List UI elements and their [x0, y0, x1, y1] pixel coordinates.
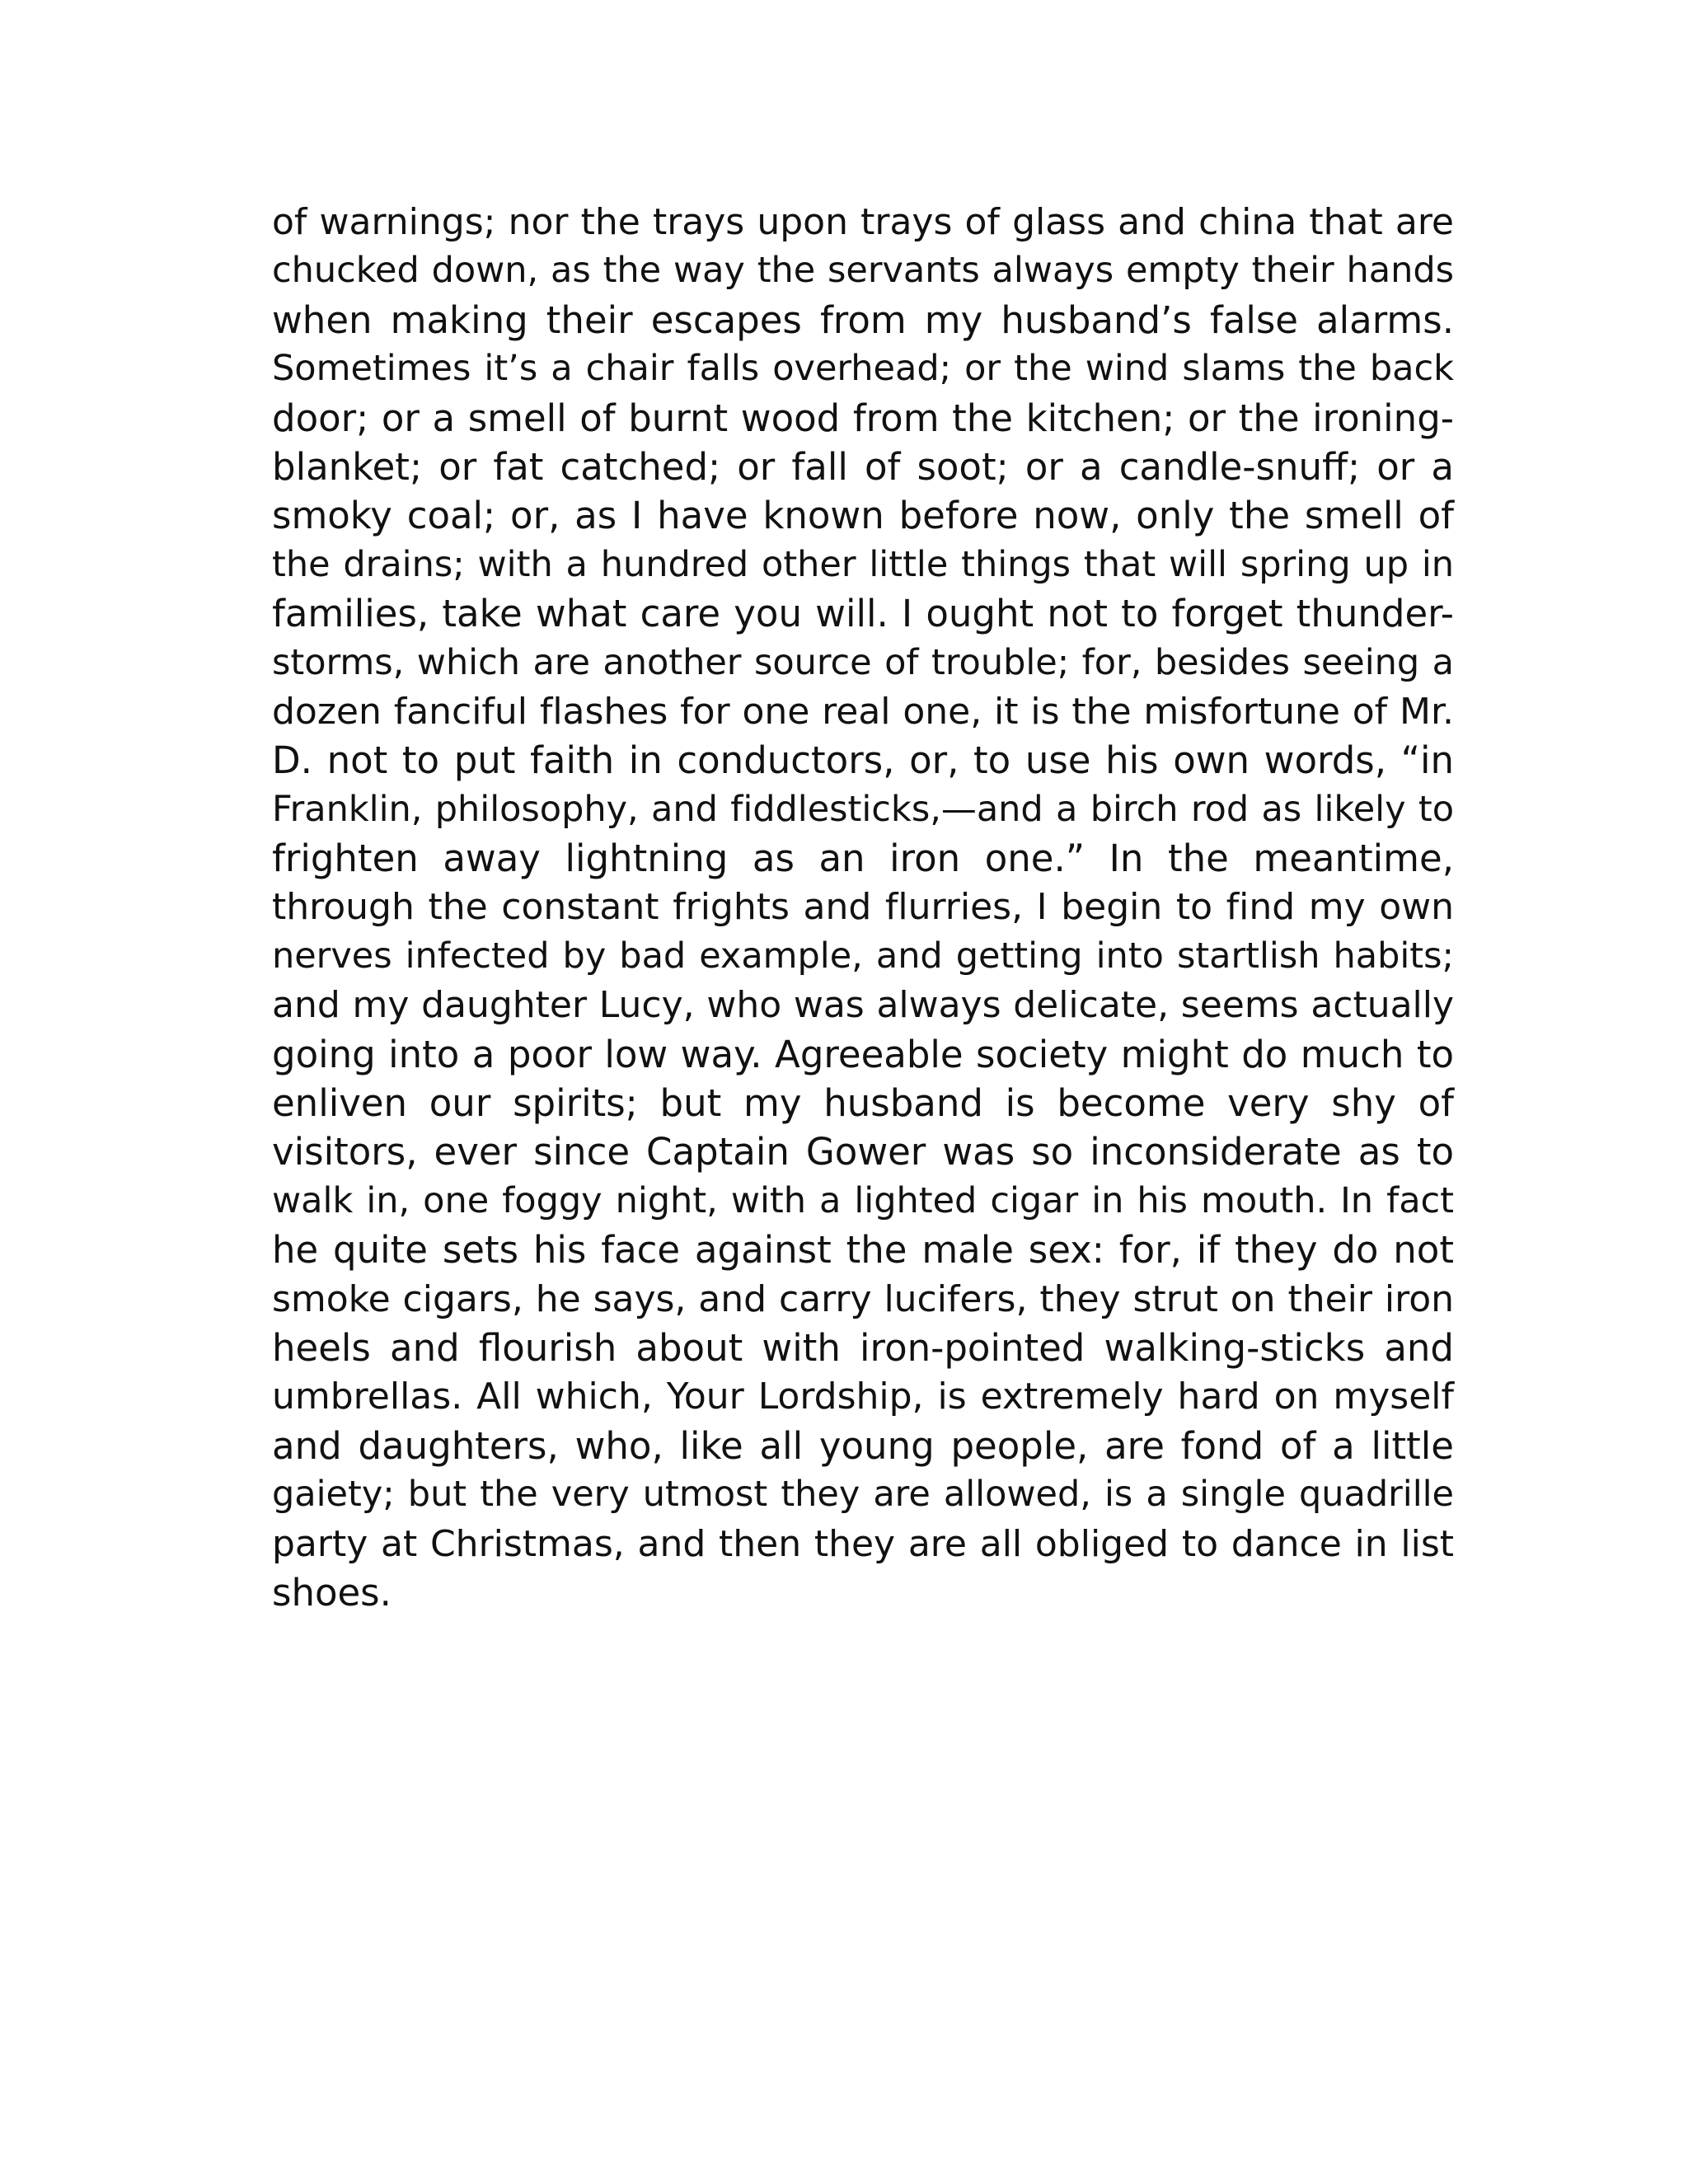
text-line: and daughters, who, like all young people, are fond of a little — [272, 1423, 1454, 1468]
text-line: smoke cigars, he says, and carry lucifers, they strut on their iron — [272, 1277, 1454, 1320]
text-line: when making their escapes from my husband’s false alarms. — [272, 298, 1454, 342]
text-line: of warnings; nor the trays upon trays of glass and china that are — [272, 201, 1454, 243]
text-line: smoky coal; or, as I have known before now, only the smell of — [272, 494, 1454, 538]
text-line: enliven our spirits; but my husband is become very shy of — [272, 1081, 1454, 1126]
text-line: and my daughter Lucy, who was always delicate, seems actually — [272, 984, 1454, 1027]
text-line: party at Christmas, and then they are all obliged to dance in list — [272, 1522, 1454, 1565]
text-line: walk in, one foggy night, with a lighted cigar in his mouth. In fact — [272, 1179, 1454, 1221]
text-line: visitors, ever since Captain Gower was so inconsiderate as to — [272, 1130, 1454, 1174]
text-line: the drains; with a hundred other little things that will spring up in — [272, 543, 1454, 585]
text-line: Franklin, philosophy, and fiddlesticks,—and a birch rod as likely to — [272, 788, 1454, 830]
body-paragraph — [272, 198, 1454, 1617]
text-line: door; or a smell of burnt wood from the kitchen; or the ironing- — [272, 396, 1454, 440]
text-line: heels and flourish about with iron-pointed walking-sticks and — [272, 1325, 1454, 1370]
text-line: families, take what care you will. I ought not to forget thunder- — [272, 592, 1454, 636]
text-line: storms, which are another source of trouble; for, besides seeing a — [272, 641, 1454, 683]
text-line: Sometimes it’s a chair falls overhead; or the wind slams the back — [272, 348, 1454, 390]
text-line: through the constant frights and flurries, I begin to find my own — [272, 886, 1454, 929]
text-line: going into a poor low way. Agreeable society might do much to — [272, 1032, 1454, 1076]
text-line: shoes. — [272, 1570, 392, 1615]
text-line: he quite sets his face against the male sex: for, if they do not — [272, 1228, 1454, 1272]
text-line: dozen fanciful flashes for one real one, it is the misfortune of Mr. — [272, 690, 1454, 733]
text-line: gaiety; but the very utmost they are allowed, is a single quadrille — [272, 1474, 1454, 1516]
text-line: umbrellas. All which, Your Lordship, is extremely hard on myself — [272, 1376, 1454, 1418]
text-line: D. not to put faith in conductors, or, to use his own words, “in — [272, 738, 1454, 783]
text-line: blanket; or fat catched; or fall of soot; or a candle-snuff; or a — [272, 444, 1454, 489]
text-line: nerves infected by bad example, and getting into startlish habits; — [272, 935, 1454, 977]
text-line: frighten away lightning as an iron one.” In the meantime, — [272, 837, 1454, 881]
text-line: chucked down, as the way the servants always empty their hands — [272, 250, 1454, 292]
